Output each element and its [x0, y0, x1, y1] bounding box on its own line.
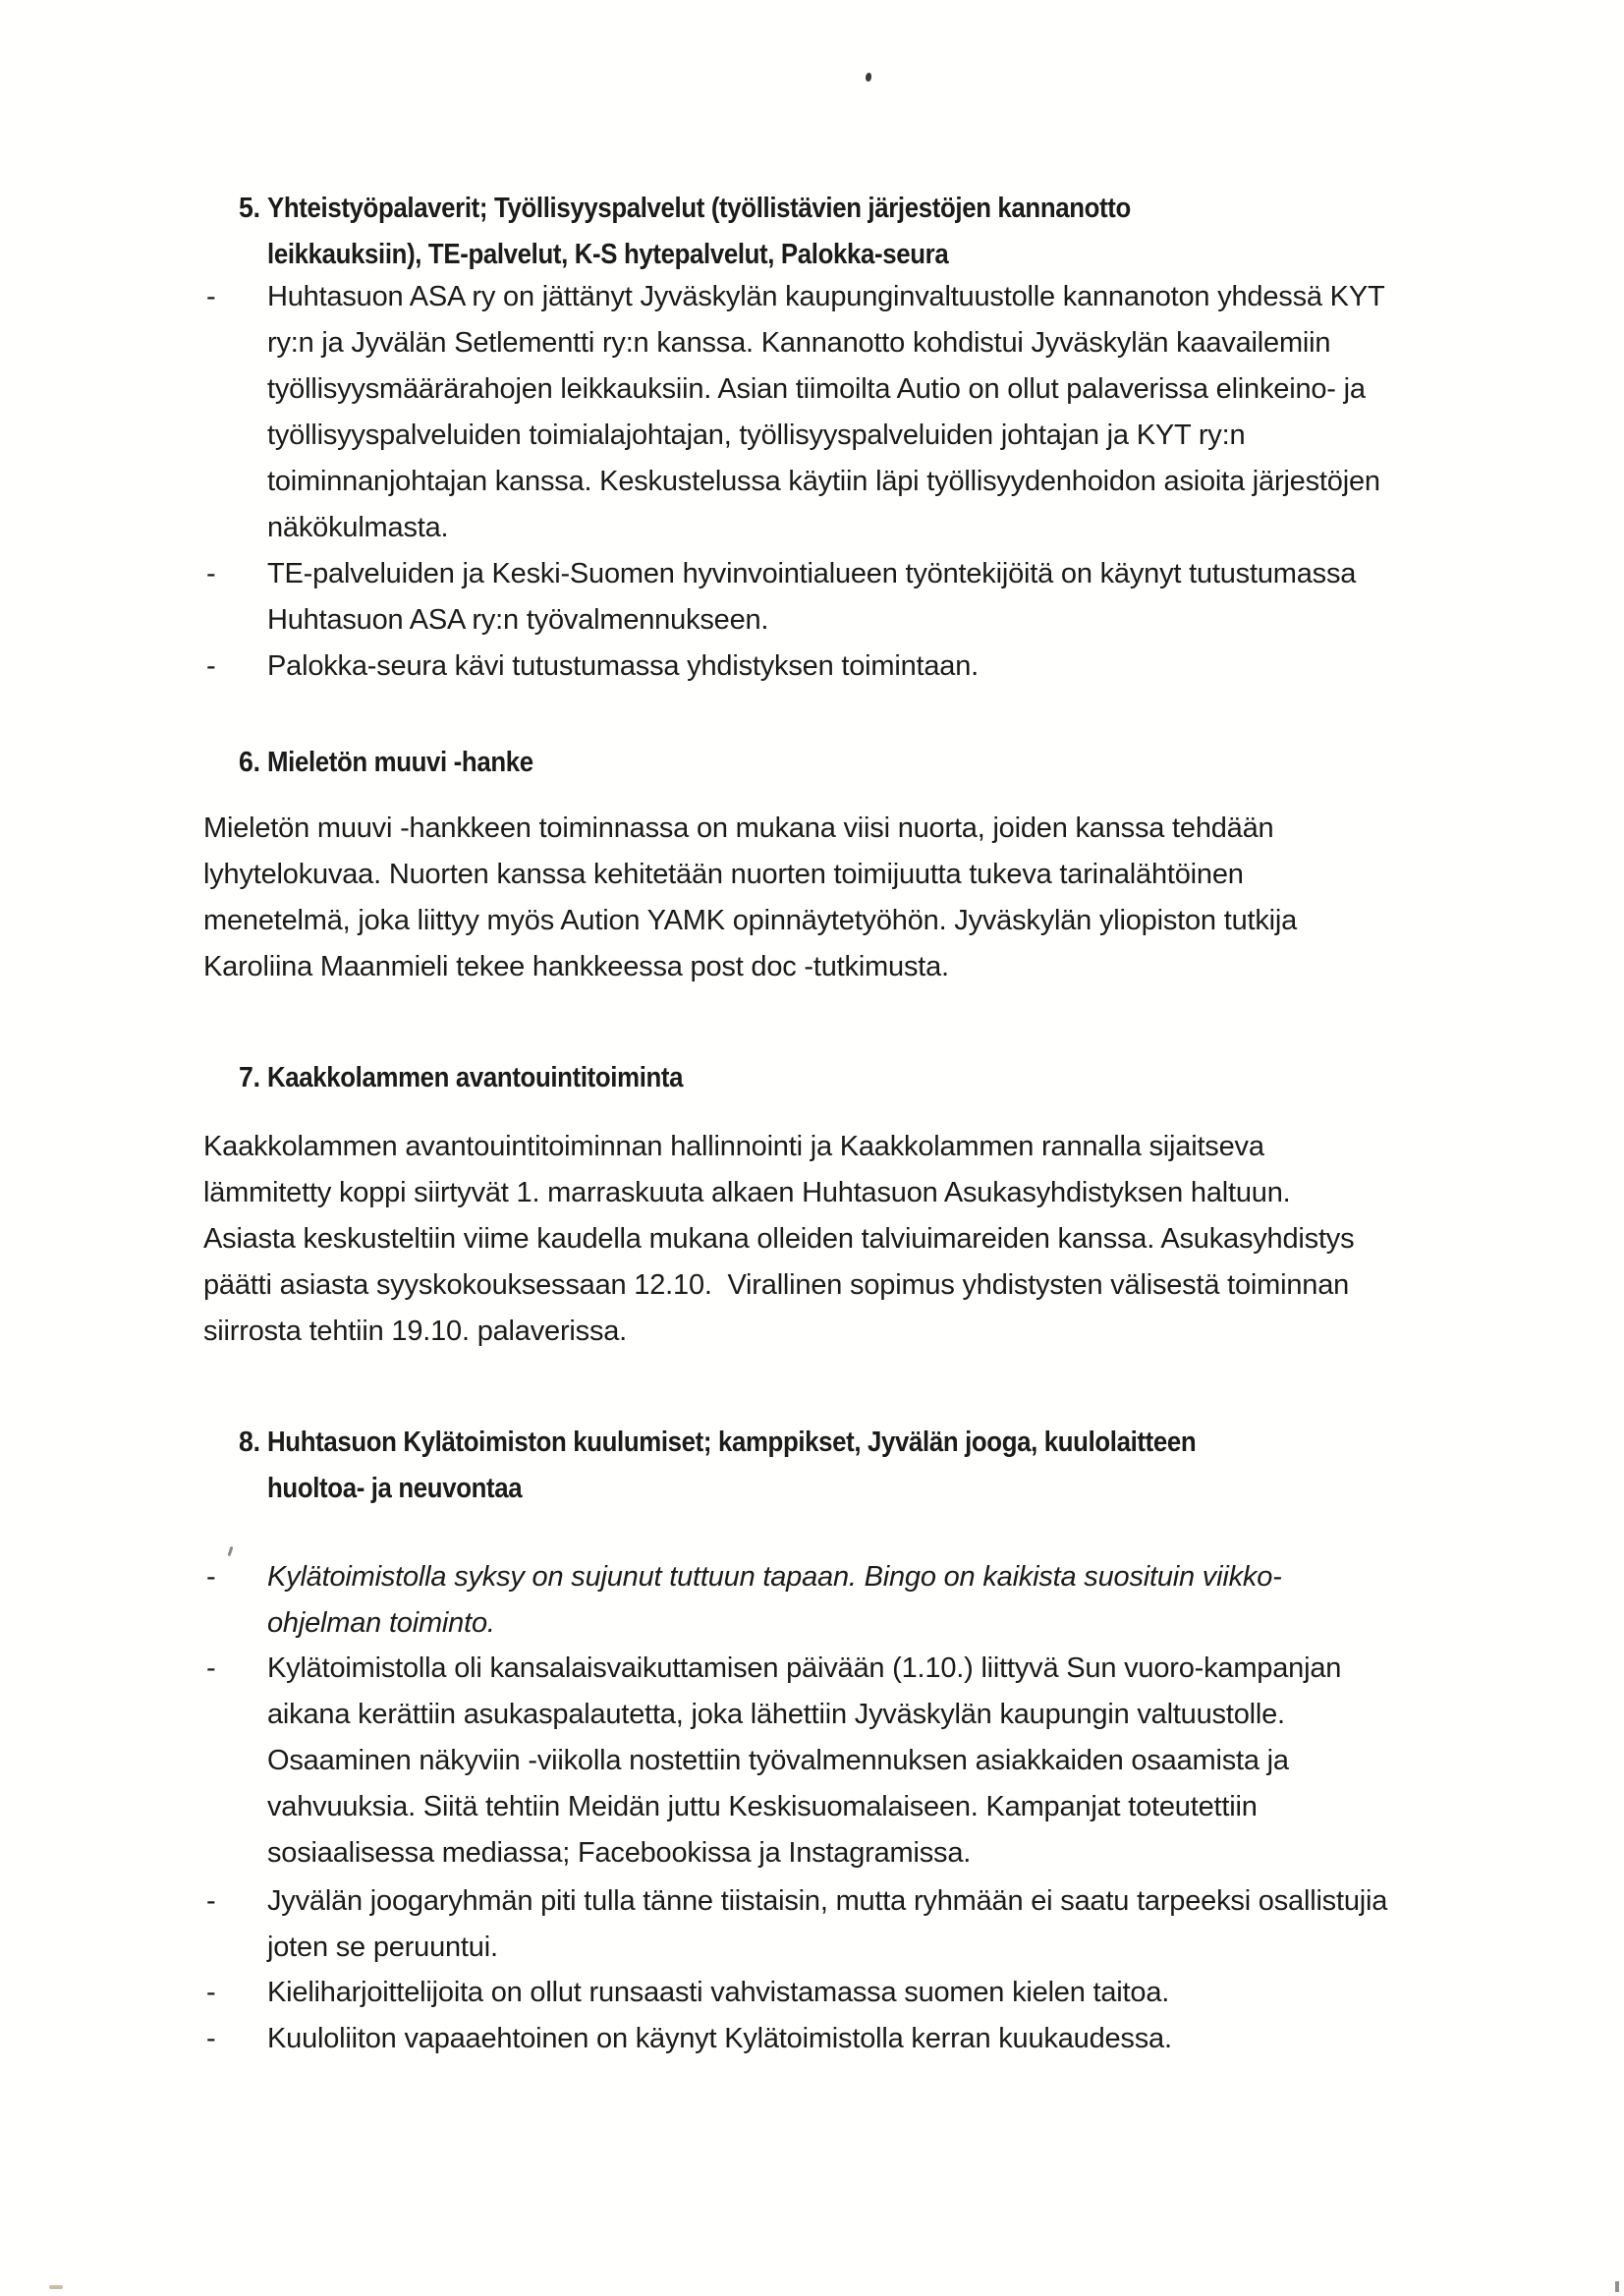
section-number: 5.: [239, 193, 260, 224]
bullet-line: toiminnanjohtajan kanssa. Keskustelussa käytiin läpi työllisyydenhoidon asioita järjestöjen: [267, 466, 1380, 497]
section-8-heading: [239, 1420, 1311, 1512]
bullet-line: ohjelman toiminto.: [267, 1607, 495, 1639]
bullet-line: joten se peruuntui.: [267, 1932, 498, 1963]
bullet-line: Kuuloliiton vapaaehtoinen on käynyt Kylätoimistolla kerran kuukaudessa.: [267, 2023, 1172, 2054]
bullet-line: Jyvälän joogaryhmän piti tulla tänne tiistaisin, mutta ryhmään ei saatu tarpeeksi osallistujia: [267, 1885, 1388, 1917]
bullet-line: Kylätoimistolla syksy on sujunut tuttuun tapaan. Bingo on kaikista suosituin viikko-: [267, 1561, 1282, 1593]
bullet-dash: -: [206, 2023, 216, 2054]
paragraph-line: siirrosta tehtiin 19.10. palaverissa.: [203, 1316, 628, 1347]
paragraph-line: lyhytelokuvaa. Nuorten kanssa kehitetään nuorten toimijuutta tukeva tarinalähtöinen: [203, 859, 1244, 890]
heading-line: Mieletön muuvi -hanke: [267, 747, 533, 778]
bullet-line: aikana kerättiin asukaspalautetta, joka lähettiin Jyväskylän kaupungin valtuustolle.: [267, 1699, 1285, 1730]
paragraph-line: Asiasta keskusteltiin viime kaudella mukana olleiden talviuimareiden kanssa. Asukasyhdistys: [203, 1223, 1355, 1255]
section-6-paragraph: [203, 806, 1297, 990]
heading-line: Yhteistyöpalaverit; Työllisyyspalvelut (työllistävien järjestöjen kannanotto: [267, 193, 1131, 224]
paragraph-line: lämmitetty koppi siirtyvät 1. marraskuuta alkaen Huhtasuon Asukasyhdistyksen haltuun.: [203, 1177, 1291, 1208]
bullet-item: [206, 644, 980, 690]
bullet-dash: -: [206, 1652, 216, 1684]
bullet-line: TE-palveluiden ja Keski-Suomen hyvinvointialueen työntekijöitä on käynyt tutustumassa: [267, 558, 1357, 589]
bullet-dash: -: [206, 1977, 216, 2008]
bullet-item: [206, 1878, 1388, 1971]
scan-speck: [866, 73, 871, 82]
bullet-line: Kylätoimistolla oli kansalaisvaikuttamisen päivään (1.10.) liittyvä Sun vuoro-kampanjan: [267, 1652, 1342, 1684]
heading-line: Huhtasuon Kylätoimiston kuulumiset; kamppikset, Jyvälän jooga, kuulolaitteen: [267, 1427, 1197, 1458]
bullet-line: työllisyysmäärärahojen leikkauksiin. Asian tiimoilta Autio on ollut palaverissa elinkeino- ja: [267, 373, 1366, 405]
section-number: 7.: [239, 1062, 260, 1093]
bullet-dash: -: [206, 1885, 216, 1917]
section-7-heading: [239, 1055, 734, 1101]
paragraph-line: Karoliina Maanmieli tekee hankkeessa post doc -tutkimusta.: [203, 951, 949, 982]
scan-speck: [49, 2285, 63, 2289]
bullet-item: [206, 1646, 1342, 1876]
bullet-line: Osaaminen näkyviin -viikolla nostettiin työvalmennuksen asiakkaiden osaamista ja: [267, 1745, 1289, 1776]
bullet-item: [206, 2016, 1172, 2062]
paragraph-line: menetelmä, joka liittyy myös Aution YAMK opinnäytetyöhön. Jyväskylän yliopiston tutkija: [203, 905, 1298, 936]
scan-speck: [228, 1546, 234, 1556]
section-number: 8.: [239, 1427, 260, 1458]
bullet-dash: -: [206, 1561, 216, 1593]
bullet-line: sosiaalisessa mediassa; Facebookissa ja Instagramissa.: [267, 1837, 972, 1869]
bullet-line: Palokka-seura kävi tutustumassa yhdistyksen toimintaan.: [267, 650, 980, 682]
section-7-paragraph: [203, 1124, 1354, 1355]
bullet-line: vahvuuksia. Siitä tehtiin Meidän juttu Keskisuomalaiseen. Kampanjat toteutettiin: [267, 1791, 1258, 1822]
bullet-line: Huhtasuon ASA ry on jättänyt Jyväskylän kaupunginvaltuustolle kannanoton yhdessä KYT: [267, 281, 1385, 312]
bullet-dash: -: [206, 558, 216, 589]
bullet-item: [206, 274, 1385, 551]
section-number: 6.: [239, 747, 260, 778]
bullet-dash: -: [206, 281, 216, 312]
bullet-dash: -: [206, 650, 216, 682]
paragraph-line: päätti asiasta syyskokouksessaan 12.10. Virallinen sopimus yhdistysten välisestä toiminnan: [203, 1269, 1350, 1301]
section-6-heading: [239, 740, 566, 786]
bullet-line: Kieliharjoittelijoita on ollut runsaasti vahvistamassa suomen kielen taitoa.: [267, 1977, 1170, 2008]
heading-line: huoltoa- ja neuvontaa: [267, 1473, 523, 1504]
bullet-line: ry:n ja Jyvälän Setlementti ry:n kanssa. Kannanotto kohdistui Jyväskylän kaavailemiin: [267, 327, 1331, 359]
heading-line: leikkauksiin), TE-palvelut, K-S hytepalvelut, Palokka-seura: [267, 239, 949, 270]
bullet-line: työllisyyspalveluiden toimialajohtajan, työllisyyspalveluiden johtajan ja KYT ry:n: [267, 420, 1246, 451]
bullet-line: näkökulmasta.: [267, 512, 449, 543]
paragraph-line: Kaakkolammen avantouintitoiminnan hallinnointi ja Kaakkolammen rannalla sijaitseva: [203, 1131, 1264, 1162]
bullet-item: [206, 1970, 1170, 2016]
section-5-heading: [239, 186, 1238, 278]
paragraph-line: Mieletön muuvi -hankkeen toiminnassa on mukana viisi nuorta, joiden kanssa tehdään: [203, 812, 1274, 844]
heading-line: Kaakkolammen avantouintitoiminta: [267, 1062, 684, 1093]
bullet-line: Huhtasuon ASA ry:n työvalmennukseen.: [267, 604, 769, 636]
scan-speck: [1615, 2281, 1619, 2292]
bullet-item: [206, 551, 1357, 644]
bullet-item: [206, 1554, 1282, 1647]
